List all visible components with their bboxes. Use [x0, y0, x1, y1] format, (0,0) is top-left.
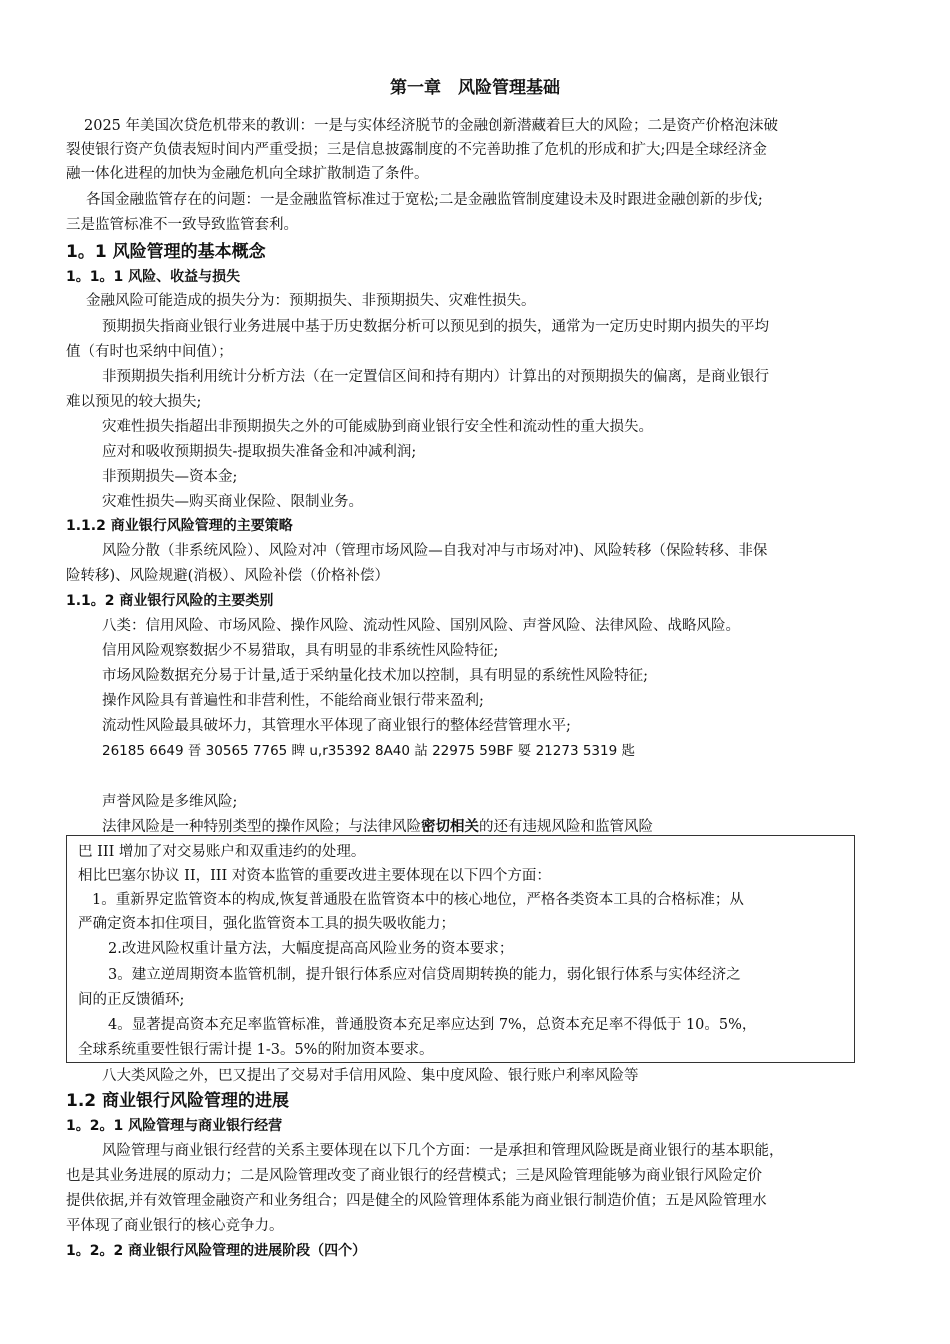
box-line-1: 巴 III 增加了对交易账户和双重违约的处理。	[78, 844, 366, 860]
subsection-heading-1-1-1: 1。1。1 风险、收益与损失	[66, 269, 241, 285]
s12-line-3: 提供依据,并有效管理金融资产和业务组合；四是健全的风险管理体系能为商业银行制造价值；五是风险管理水	[66, 1193, 767, 1209]
section-heading-1-2: 1.2 商业银行风险管理的进展	[66, 1091, 290, 1111]
box-line-2: 相比巴塞尔协议 II，III 对资本监管的重要改进主要体现在以下四个方面：	[78, 868, 551, 884]
subsection-heading-1-2-2: 1。2。2 商业银行风险管理的进展阶段（四个）	[66, 1243, 367, 1259]
types-line-7: 声誉风险是多维风险;	[102, 794, 238, 810]
loss-line-8: 非预期损失—资本金;	[102, 469, 238, 485]
legal-risk-line	[102, 817, 922, 837]
box-line-6: 3。建立逆周期资本监管机制，提升银行体系应对信贷周期转换的能力，弱化银行体系与实体经济之	[108, 967, 741, 983]
types-line-2: 信用风险观察数据少不易猎取，具有明显的非系统性风险特征;	[102, 643, 499, 659]
s12-line-1: 风险管理与商业银行经营的关系主要体现在以下几个方面：一是承担和管理风险既是商业银行的基本职能，	[102, 1143, 784, 1159]
subsection-heading-1-1-2b: 1.1。2 商业银行风险的主要类别	[66, 593, 274, 609]
types-line-4: 操作风险具有普遍性和非营利性，不能给商业银行带来盈利;	[102, 693, 484, 709]
box-line-5: 2.改进风险权重计量方法，大幅度提高高风险业务的资本要求；	[108, 941, 514, 957]
intro-p1-line-1: 2025 年美国次贷危机带来的教训：一是与实体经济脱节的金融创新潜藏着巨大的风险；二是资产价格泡沫破	[84, 118, 779, 134]
types-line-3: 市场风险数据充分易于计量,适于采纳量化技术加以控制，具有明显的系统性风险特征;	[102, 668, 648, 684]
intro-p1-line-2: 裂使银行资产负债表短时间内严重受损；三是信息披露制度的不完善助推了危机的形成和扩大;四是全球经济金	[66, 142, 767, 158]
box-line-3: 1。重新界定监管资本的构成,恢复普通股在监管资本中的核心地位，严格各类资本工具的合格标准；从	[92, 892, 744, 908]
s12-line-4: 平体现了商业银行的核心竞争力。	[66, 1218, 284, 1234]
subsection-heading-1-1-2: 1.1.2 商业银行风险管理的主要策略	[66, 518, 293, 534]
types-line-1: 八类：信用风险、市场风险、操作风险、流动性风险、国别风险、声誉风险、法律风险、战略风险。	[102, 618, 740, 634]
types-line-5: 流动性风险最具破坏力，其管理水平体现了商业银行的整体经营管理水平;	[102, 718, 571, 734]
box-line-7: 间的正反馈循环;	[78, 992, 185, 1008]
loss-line-9: 灾难性损失—购买商业保险、限制业务。	[102, 494, 363, 510]
intro-p2-line-2: 三是监管标准不一致导致监管套利。	[66, 217, 298, 233]
garbled-code-line: 26185 6649 晉 30565 7765 睥 u,r35392 8A40 詀 22975 59BF 娿 21273 5319 匙	[102, 743, 635, 759]
section-heading-1-1: 1。1 风险管理的基本概念	[66, 242, 266, 262]
loss-line-3: 值（有时也采纳中间值）；	[66, 344, 233, 360]
strategy-line-2: 险转移)、风险规避(消极）、风险补偿（价格补偿）	[66, 568, 390, 584]
box-line-4: 严确定资本扣住项目，强化监管资本工具的损失吸收能力；	[78, 916, 455, 932]
box-line-9: 全球系统重要性银行需计提 1-3。5%的附加资本要求。	[78, 1042, 434, 1058]
loss-line-2: 预期损失指商业银行业务进展中基于历史数据分析可以预见到的损失，通常为一定历史时期内损失的平均	[102, 319, 769, 335]
legal-risk-post: 的还有违规风险和监管风险	[479, 819, 653, 835]
strategy-line-1: 风险分散（非系统风险）、风险对冲（管理市场风险—自我对冲与市场对冲)、风险转移（保险转移、非保	[102, 543, 768, 559]
s12-line-2: 也是其业务进展的原动力；二是风险管理改变了商业银行的经营模式；三是风险管理能够为商业银行风险定价	[66, 1168, 762, 1184]
subsection-heading-1-2-1: 1。2。1 风险管理与商业银行经营	[66, 1118, 283, 1134]
loss-line-1: 金融风险可能造成的损失分为：预期损失、非预期损失、灾难性损失。	[86, 293, 536, 309]
box-line-8: 4。显著提高资本充足率监管标准，普通股资本充足率应达到 7%，总资本充足率不得低于 10。5%，	[108, 1017, 757, 1033]
loss-line-4: 非预期损失指利用统计分析方法（在一定置信区间和持有期内）计算出的对预期损失的偏离，是商业银行	[102, 369, 769, 385]
after-box-line: 八大类风险之外，巴又提出了交易对手信用风险、集中度风险、银行账户利率风险等	[102, 1068, 639, 1084]
loss-line-6: 灾难性损失指超出非预期损失之外的可能威胁到商业银行安全性和流动性的重大损失。	[102, 419, 653, 435]
chapter-title: 第一章 风险管理基础	[390, 78, 560, 98]
legal-risk-pre: 法律风险是一种特别类型的操作风险；与法律风险	[102, 819, 421, 835]
loss-line-7: 应对和吸收预期损失-提取损失准备金和冲减利润;	[102, 444, 417, 460]
intro-p2-line-1: 各国金融监管存在的问题：一是金融监管标准过于宽松;二是金融监管制度建设未及时跟进金融创新的步伐;	[86, 192, 763, 208]
intro-p1-line-3: 融一体化进程的加快为金融危机向全球扩散制造了条件。	[66, 166, 429, 182]
legal-risk-bold: 密切相关	[421, 819, 479, 835]
loss-line-5: 难以预见的较大损失;	[66, 394, 202, 410]
